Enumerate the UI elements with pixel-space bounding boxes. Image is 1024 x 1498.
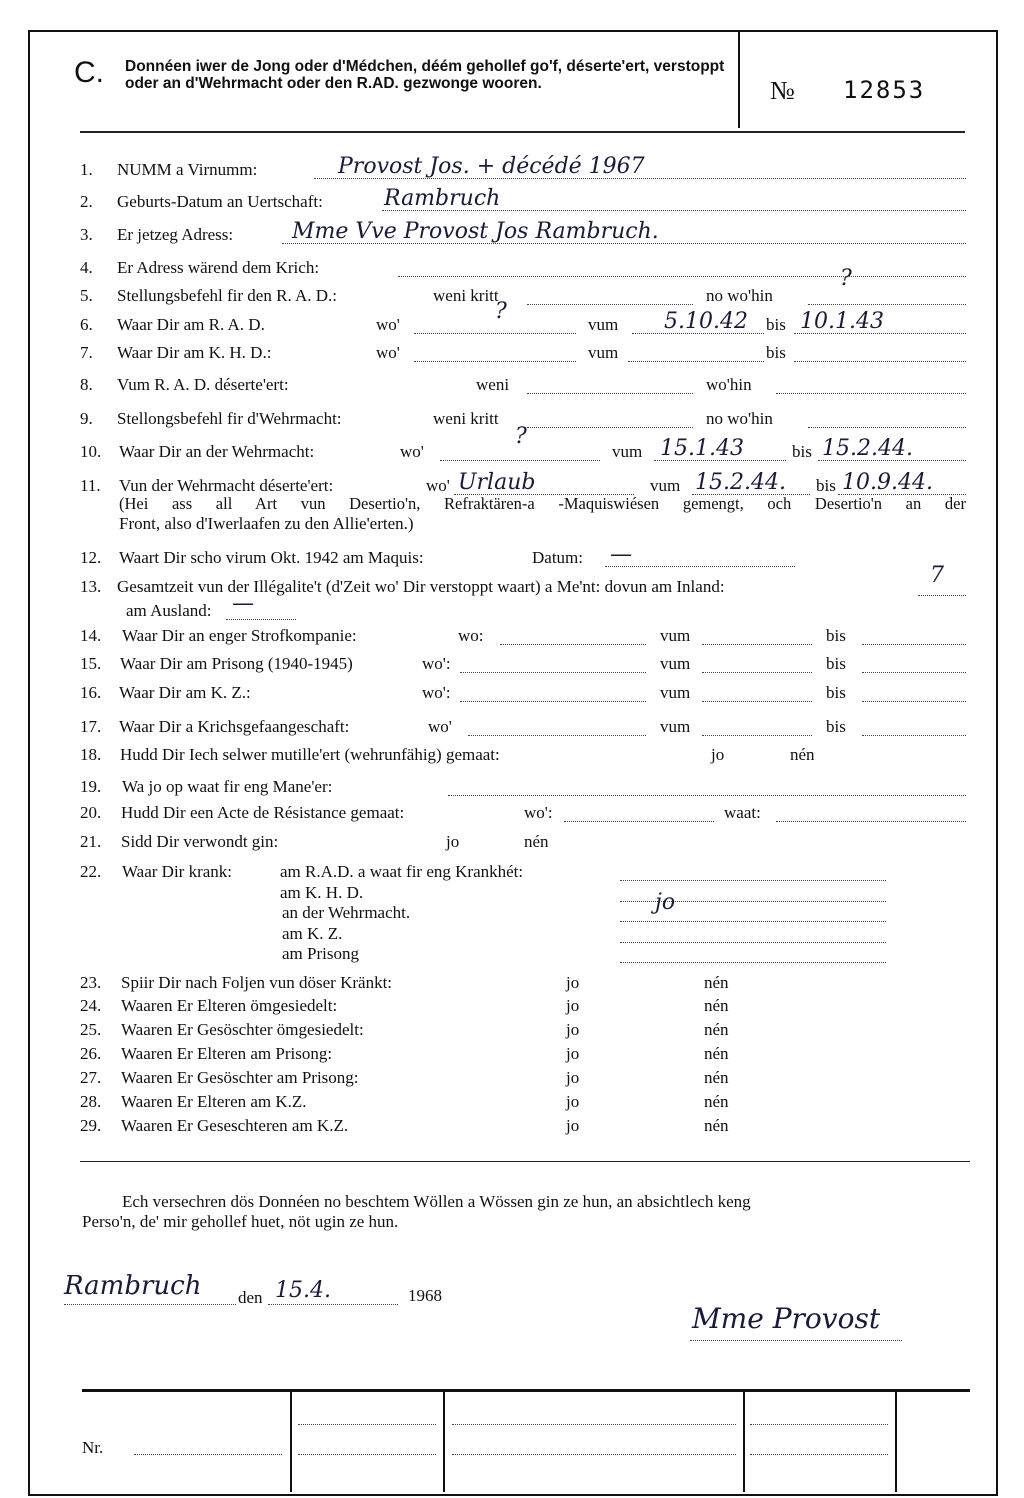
entry-field[interactable] — [527, 286, 693, 305]
row-number: 15. — [80, 654, 102, 673]
row-number: 10. — [80, 442, 102, 461]
field-label: vum — [660, 626, 691, 645]
handwritten-entry: 15.2.44. — [695, 470, 786, 495]
field-label: Sidd Dir verwondt gin: — [121, 832, 279, 851]
row-number: 21. — [80, 832, 102, 851]
field-label: Waart Dir scho virum Okt. 1942 am Maquis: — [119, 548, 424, 567]
footer-field[interactable] — [298, 1436, 436, 1455]
field-label: am R.A.D. a waat fir eng Krankhét: — [280, 862, 524, 881]
field-label: jo — [446, 832, 460, 851]
field-note: (Hei ass all Art vun Desertio'n, Refraktären-a -Maquiswiésen gemengt, och Desertio'n an der — [119, 494, 966, 513]
row-number: 22. — [80, 862, 102, 881]
field-label: bis — [826, 717, 846, 736]
field-label: wo' — [376, 315, 400, 334]
field-label: Waaren Er Elteren ömgesiedelt: — [121, 996, 338, 1015]
row-number: 18. — [80, 745, 102, 764]
field-label: vum — [660, 683, 691, 702]
handwritten-entry: Rambruch — [384, 186, 501, 211]
footer-field[interactable] — [452, 1406, 736, 1425]
entry-field[interactable] — [620, 862, 886, 881]
field-label: jo — [566, 1020, 580, 1039]
entry-field[interactable] — [527, 409, 693, 428]
field-label: jo — [711, 745, 725, 764]
field-label: Waaren Er Elteren am Prisong: — [121, 1044, 333, 1063]
field-label: wo' — [400, 442, 424, 461]
handwritten-entry: Urlaub — [458, 470, 536, 495]
entry-field[interactable] — [564, 803, 714, 822]
field-label: Waaren Er Elteren am K.Z. — [121, 1092, 307, 1111]
field-label: nén — [704, 1068, 729, 1087]
field-label: vum — [660, 717, 691, 736]
field-label: Waar Dir am Prisong (1940-1945) — [120, 654, 353, 673]
field-label: wo: — [458, 626, 484, 645]
entry-field[interactable] — [794, 343, 966, 362]
row-number: 24. — [80, 996, 102, 1015]
field-label: no wo'hin — [706, 286, 773, 305]
field-label: Stellongsbefehl fir d'Wehrmacht: — [117, 409, 342, 428]
entry-field[interactable] — [628, 343, 764, 362]
number-label: № — [770, 76, 795, 105]
header-divider — [738, 32, 740, 128]
field-label: an der Wehrmacht. — [282, 903, 411, 922]
field-label: bis — [826, 626, 846, 645]
row-number: 20. — [80, 803, 102, 822]
field-label: bis — [826, 683, 846, 702]
field-label: Waar Dir krank: — [122, 862, 233, 881]
entry-field[interactable] — [620, 944, 886, 963]
row-number: 28. — [80, 1092, 102, 1111]
entry-field[interactable] — [702, 717, 812, 736]
footer-rule — [82, 1389, 970, 1392]
row-number: 6. — [80, 315, 93, 334]
field-label: Hudd Dir een Acte de Résistance gemaat: — [121, 803, 405, 822]
field-label: vum — [612, 442, 643, 461]
field-label: wo'hin — [706, 375, 752, 394]
field-label: Waaren Er Gesöschter am Prisong: — [121, 1068, 359, 1087]
entry-field[interactable] — [414, 343, 576, 362]
field-label: NUMM a Virnumm: — [117, 160, 258, 179]
header-rule — [80, 131, 965, 133]
entry-field[interactable] — [862, 626, 966, 645]
row-number: 16. — [80, 683, 102, 702]
field-label: Gesamtzeit vun der Illégalite't (d'Zeit wo' Dir verstoppt waart) a Me'nt: dovun am Inland: — [117, 577, 725, 596]
row-number: 11. — [80, 476, 101, 495]
field-note: Front, also d'Iwerlaafen zu den Allie'erten.) — [119, 514, 414, 533]
row-number: 13. — [80, 577, 102, 596]
field-label: nén — [524, 832, 549, 851]
separator — [80, 1161, 970, 1162]
handwritten-entry: 7 — [930, 563, 944, 588]
entry-field[interactable] — [620, 924, 886, 943]
field-label: jo — [566, 1116, 580, 1135]
handwritten-entry: — — [232, 591, 254, 616]
field-label: vum — [660, 654, 691, 673]
field-label: Geburts-Datum an Uertschaft: — [117, 192, 323, 211]
entry-field[interactable] — [605, 548, 795, 567]
field-label: wo' — [376, 343, 400, 362]
entry-field[interactable] — [527, 375, 693, 394]
entry-field[interactable] — [808, 286, 966, 305]
field-label: jo — [566, 1068, 580, 1087]
row-number: 12. — [80, 548, 102, 567]
row-number: 29. — [80, 1116, 102, 1135]
entry-field[interactable] — [500, 626, 646, 645]
row-number: 9. — [80, 409, 93, 428]
handwritten-entry: 15.1.43 — [660, 436, 744, 461]
field-label: Waar Dir am R. A. D. — [117, 315, 265, 334]
field-label: Waar Dir am K. Z.: — [119, 683, 251, 702]
entry-field[interactable] — [808, 409, 966, 428]
field-label: Vun der Wehrmacht déserte'ert: — [119, 476, 334, 495]
footer-field[interactable] — [750, 1436, 888, 1455]
field-label: am Ausland: — [126, 601, 212, 620]
row-number: 2. — [80, 192, 93, 211]
place-field — [64, 1286, 236, 1305]
handwritten-entry: ? — [495, 299, 507, 324]
signoff-year: 1968 — [408, 1286, 442, 1305]
field-label: no wo'hin — [706, 409, 773, 428]
field-label: weni kritt — [433, 409, 499, 428]
field-label: nén — [704, 996, 729, 1015]
field-label: wo': — [422, 654, 451, 673]
field-label: bis — [766, 315, 786, 334]
field-label: waat: — [724, 803, 761, 822]
field-label: wo' — [426, 476, 450, 495]
footer-col-divider — [743, 1392, 745, 1492]
field-label: am K. Z. — [282, 924, 343, 943]
handwritten-entry: Mme Vve Provost Jos Rambruch. — [292, 219, 659, 244]
entry-field[interactable] — [460, 683, 646, 702]
entry-field[interactable] — [776, 375, 966, 394]
declaration-line-2: Perso'n, de' mir gehollef huet, nöt ugin ze hun. — [82, 1212, 399, 1231]
handwritten-entry: ? — [840, 266, 852, 291]
handwritten-entry: ? — [515, 424, 527, 449]
field-label: nén — [790, 745, 815, 764]
field-label: nén — [704, 1092, 729, 1111]
entry-field[interactable] — [862, 683, 966, 702]
field-label: bis — [792, 442, 812, 461]
row-number: 19. — [80, 777, 102, 796]
field-label: jo — [566, 1044, 580, 1063]
declaration-line-1: Ech versechren dös Donnéen no beschtem Wöllen a Wössen gin ze hun, an absichtlech keng — [122, 1192, 751, 1211]
footer-field[interactable] — [452, 1436, 736, 1455]
nr-field[interactable] — [134, 1436, 282, 1455]
field-label: jo — [566, 973, 580, 992]
field-label: weni — [476, 375, 510, 394]
row-number: 1. — [80, 160, 93, 179]
den-label: den — [238, 1288, 263, 1307]
field-label: Er Adress wärend dem Krich: — [117, 258, 320, 277]
row-number: 25. — [80, 1020, 102, 1039]
entry-field[interactable] — [862, 717, 966, 736]
field-label: Er jetzeg Adress: — [117, 225, 234, 244]
field-label: Waar Dir a Krichsgefaangeschaft: — [119, 717, 350, 736]
footer-field[interactable] — [298, 1406, 436, 1425]
signature: Mme Provost — [692, 1302, 881, 1335]
field-label: jo — [566, 996, 580, 1015]
field-label: Datum: — [532, 548, 583, 567]
entry-field[interactable] — [398, 258, 966, 277]
row-number: 23. — [80, 973, 102, 992]
entry-field[interactable] — [460, 654, 646, 673]
footer-col-divider — [895, 1392, 897, 1492]
nr-label: Nr. — [82, 1438, 104, 1457]
field-label: nén — [704, 973, 729, 992]
row-number: 4. — [80, 258, 93, 277]
handwritten-entry: 10.1.43 — [800, 309, 884, 334]
handwritten-entry: Provost Jos. + décédé 1967 — [338, 154, 645, 179]
field-label: bis — [826, 654, 846, 673]
field-label: bis — [766, 343, 786, 362]
entry-field[interactable] — [776, 803, 966, 822]
row-number: 17. — [80, 717, 102, 736]
field-label: wo': — [524, 803, 553, 822]
field-label: vum — [588, 315, 619, 334]
section-letter: C. — [74, 56, 104, 89]
entry-field[interactable] — [702, 683, 812, 702]
field-label: am Prisong — [282, 944, 359, 963]
field-label: Waaren Er Gesöschter ömgesiedelt: — [121, 1020, 364, 1039]
entry-field[interactable] — [702, 654, 812, 673]
field-label: Waaren Er Geseschteren am K.Z. — [121, 1116, 349, 1135]
row-number: 26. — [80, 1044, 102, 1063]
field-label: weni kritt — [433, 286, 499, 305]
field-label: wo': — [422, 683, 451, 702]
row-number: 27. — [80, 1068, 102, 1087]
field-label: Waar Dir an der Wehrmacht: — [119, 442, 315, 461]
field-label: am K. H. D. — [280, 883, 364, 902]
entry-field[interactable] — [448, 777, 966, 796]
field-label: Waar Dir am K. H. D.: — [117, 343, 272, 362]
entry-field[interactable] — [862, 654, 966, 673]
field-label: nén — [704, 1044, 729, 1063]
field-label: nén — [704, 1116, 729, 1135]
signoff-place: Rambruch — [64, 1271, 202, 1301]
field-label: nén — [704, 1020, 729, 1039]
handwritten-entry: 10.9.44. — [842, 470, 933, 495]
field-label: vum — [588, 343, 619, 362]
footer-field[interactable] — [750, 1406, 888, 1425]
field-label: Vum R. A. D. déserte'ert: — [117, 375, 289, 394]
handwritten-entry: 15.2.44. — [822, 436, 913, 461]
field-label: Stellungsbefehl fir den R. A. D.: — [117, 286, 338, 305]
field-label: bis — [816, 476, 836, 495]
handwritten-entry: — — [610, 542, 632, 567]
signoff-date: 15.4. — [275, 1278, 331, 1303]
row-number: 14. — [80, 626, 102, 645]
entry-field[interactable] — [468, 717, 646, 736]
row-number: 7. — [80, 343, 93, 362]
field-label: jo — [566, 1092, 580, 1111]
handwritten-entry: jo — [655, 890, 676, 915]
footer-col-divider — [443, 1392, 445, 1492]
footer-col-divider — [290, 1392, 292, 1492]
row-number: 8. — [80, 375, 93, 394]
field-label: Wa jo op waat fir eng Mane'er: — [122, 777, 333, 796]
row-number: 5. — [80, 286, 93, 305]
field-label: wo' — [428, 717, 452, 736]
field-label: vum — [650, 476, 681, 495]
field-label: Waar Dir an enger Strofkompanie: — [122, 626, 357, 645]
entry-field[interactable] — [702, 626, 812, 645]
field-label: Spiir Dir nach Foljen vun döser Kränkt: — [121, 973, 393, 992]
row-number: 3. — [80, 225, 93, 244]
field-label: Hudd Dir Iech selwer mutille'ert (wehrunfähig) gemaat: — [120, 745, 500, 764]
form-number: 12853 — [843, 76, 926, 104]
handwritten-entry: 5.10.42 — [664, 309, 748, 334]
section-title: Donnéen iwer de Jong oder d'Médchen, déém gehollef go'f, déserte'ert, verstoppt oder an d'Wehrmacht oder den R.AD. gezwonge wooren. — [125, 58, 725, 92]
